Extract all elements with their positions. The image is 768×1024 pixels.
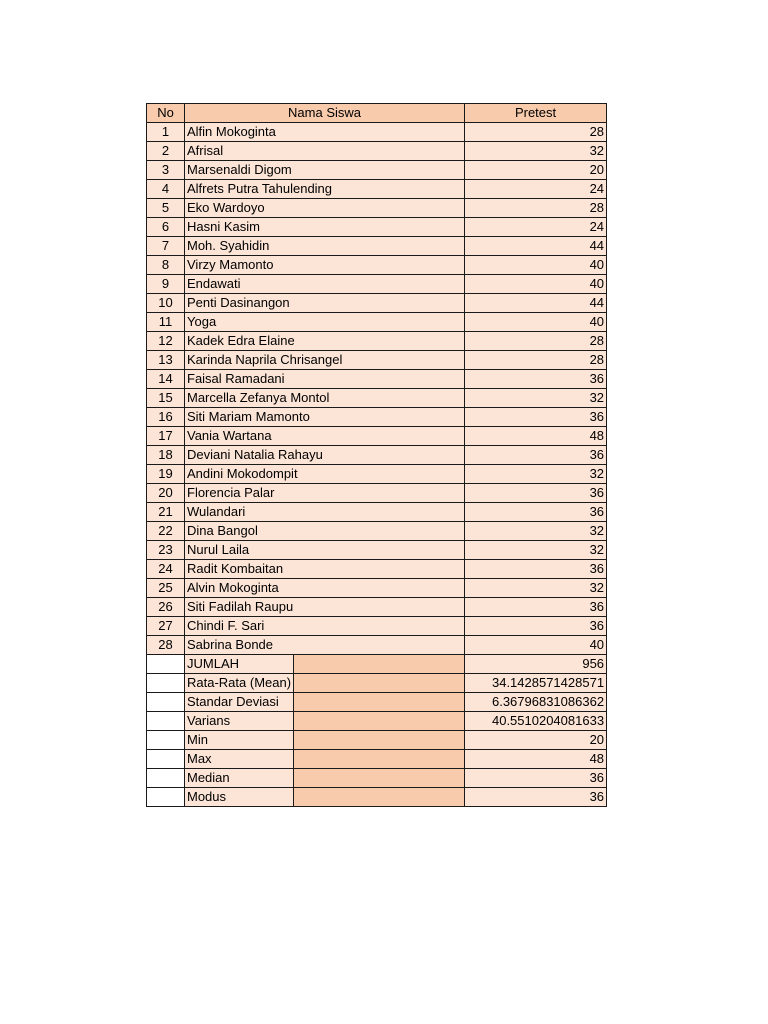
- student-name: Yoga: [185, 313, 465, 332]
- row-number: 26: [147, 598, 185, 617]
- table-row: [147, 598, 607, 617]
- row-number: 13: [147, 351, 185, 370]
- student-name: Marsenaldi Digom: [185, 161, 465, 180]
- summary-label-text: Median: [187, 770, 230, 785]
- summary-fill-cell: [294, 712, 465, 731]
- student-name: Endawati: [185, 275, 465, 294]
- summary-label: [185, 693, 294, 712]
- table-row: [147, 180, 607, 199]
- student-name: Sabrina Bonde: [185, 636, 465, 655]
- student-name: Deviani Natalia Rahayu: [185, 446, 465, 465]
- summary-row: [147, 655, 607, 674]
- summary-label-text: Modus: [187, 789, 227, 804]
- pretest-score: 36: [465, 370, 607, 389]
- summary-blank-cell: [147, 693, 185, 712]
- header-score: Pretest: [465, 104, 607, 123]
- summary-value: 34.1428571428571: [465, 674, 607, 693]
- student-name: Chindi F. Sari: [185, 617, 465, 636]
- summary-value: 36: [465, 769, 607, 788]
- row-number: 10: [147, 294, 185, 313]
- row-number: 1: [147, 123, 185, 142]
- summary-label-text: Min: [187, 732, 208, 747]
- summary-value: 40.5510204081633: [465, 712, 607, 731]
- student-name: Wulandari: [185, 503, 465, 522]
- table-row: [147, 161, 607, 180]
- student-name: Radit Kombaitan: [185, 560, 465, 579]
- summary-blank-cell: [147, 750, 185, 769]
- table-row: [147, 446, 607, 465]
- pretest-score: 32: [465, 522, 607, 541]
- student-name: Siti Fadilah Raupu: [185, 598, 465, 617]
- pretest-score: 28: [465, 351, 607, 370]
- table-row: [147, 256, 607, 275]
- row-number: 17: [147, 427, 185, 446]
- pretest-score: 36: [465, 617, 607, 636]
- pretest-score: 40: [465, 636, 607, 655]
- student-name: Nurul Laila: [185, 541, 465, 560]
- pretest-score: 48: [465, 427, 607, 446]
- row-number: 21: [147, 503, 185, 522]
- summary-row: [147, 750, 607, 769]
- summary-value: 6.36796831086362: [465, 693, 607, 712]
- student-name: Faisal Ramadani: [185, 370, 465, 389]
- row-number: 12: [147, 332, 185, 351]
- summary-row: [147, 712, 607, 731]
- pretest-score: 28: [465, 123, 607, 142]
- table-row: [147, 237, 607, 256]
- pretest-score: 20: [465, 161, 607, 180]
- pretest-score: 36: [465, 484, 607, 503]
- summary-fill-cell: [294, 655, 465, 674]
- pretest-score: 36: [465, 446, 607, 465]
- table-row: [147, 199, 607, 218]
- student-name: Marcella Zefanya Montol: [185, 389, 465, 408]
- summary-fill-cell: [294, 693, 465, 712]
- pretest-score: 40: [465, 313, 607, 332]
- summary-row: [147, 731, 607, 750]
- pretest-score: 44: [465, 294, 607, 313]
- table-row: [147, 370, 607, 389]
- row-number: 8: [147, 256, 185, 275]
- table-row: [147, 218, 607, 237]
- summary-label-text: Rata-Rata (Mean): [187, 675, 292, 690]
- student-name: Alfrets Putra Tahulending: [185, 180, 465, 199]
- summary-label-text: Varians: [187, 713, 231, 728]
- student-name: Andini Mokodompit: [185, 465, 465, 484]
- summary-fill-cell: [294, 731, 465, 750]
- row-number: 22: [147, 522, 185, 541]
- row-number: 4: [147, 180, 185, 199]
- summary-row: [147, 693, 607, 712]
- table-row: [147, 541, 607, 560]
- row-number: 24: [147, 560, 185, 579]
- student-name: Penti Dasinangon: [185, 294, 465, 313]
- row-number: 20: [147, 484, 185, 503]
- summary-label: [185, 731, 294, 750]
- header-name: Nama Siswa: [185, 104, 465, 123]
- student-name: Kadek Edra Elaine: [185, 332, 465, 351]
- summary-label: [185, 655, 294, 674]
- student-name: Moh. Syahidin: [185, 237, 465, 256]
- row-number: 25: [147, 579, 185, 598]
- summary-blank-cell: [147, 788, 185, 807]
- summary-label: [185, 674, 294, 693]
- row-number: 7: [147, 237, 185, 256]
- header-no: No: [147, 104, 185, 123]
- pretest-score: 44: [465, 237, 607, 256]
- student-name: Alfin Mokoginta: [185, 123, 465, 142]
- student-name: Virzy Mamonto: [185, 256, 465, 275]
- pretest-score: 36: [465, 503, 607, 522]
- student-name: Vania Wartana: [185, 427, 465, 446]
- table-row: [147, 617, 607, 636]
- row-number: 6: [147, 218, 185, 237]
- pretest-score: 24: [465, 180, 607, 199]
- student-name: Hasni Kasim: [185, 218, 465, 237]
- row-number: 3: [147, 161, 185, 180]
- table-row: [147, 408, 607, 427]
- summary-label: [185, 788, 294, 807]
- pretest-score: 36: [465, 598, 607, 617]
- row-number: 19: [147, 465, 185, 484]
- row-number: 11: [147, 313, 185, 332]
- pretest-table: [146, 103, 607, 807]
- row-number: 23: [147, 541, 185, 560]
- summary-fill-cell: [294, 788, 465, 807]
- table-row: [147, 142, 607, 161]
- pretest-score: 28: [465, 199, 607, 218]
- row-number: 16: [147, 408, 185, 427]
- row-number: 5: [147, 199, 185, 218]
- summary-value: 36: [465, 788, 607, 807]
- row-number: 9: [147, 275, 185, 294]
- pretest-score: 32: [465, 142, 607, 161]
- student-name: Alvin Mokoginta: [185, 579, 465, 598]
- summary-label: [185, 750, 294, 769]
- summary-row: [147, 788, 607, 807]
- pretest-score: 36: [465, 408, 607, 427]
- summary-blank-cell: [147, 655, 185, 674]
- pretest-score: 32: [465, 465, 607, 484]
- table-row: [147, 313, 607, 332]
- student-name: Dina Bangol: [185, 522, 465, 541]
- table-row: [147, 484, 607, 503]
- summary-blank-cell: [147, 712, 185, 731]
- summary-label-text: Standar Deviasi: [187, 694, 279, 709]
- student-name: Afrisal: [185, 142, 465, 161]
- summary-label-text: Max: [187, 751, 212, 766]
- row-number: 15: [147, 389, 185, 408]
- table-row: [147, 636, 607, 655]
- pretest-score: 36: [465, 560, 607, 579]
- summary-value: 48: [465, 750, 607, 769]
- summary-blank-cell: [147, 674, 185, 693]
- summary-value: 20: [465, 731, 607, 750]
- header-row: [147, 104, 607, 123]
- student-name: Siti Mariam Mamonto: [185, 408, 465, 427]
- summary-label: [185, 712, 294, 731]
- pretest-score: 32: [465, 541, 607, 560]
- summary-blank-cell: [147, 731, 185, 750]
- row-number: 27: [147, 617, 185, 636]
- table-row: [147, 560, 607, 579]
- pretest-score: 32: [465, 579, 607, 598]
- table-row: [147, 123, 607, 142]
- row-number: 18: [147, 446, 185, 465]
- table-row: [147, 332, 607, 351]
- table-row: [147, 427, 607, 446]
- pretest-score: 24: [465, 218, 607, 237]
- table-row: [147, 503, 607, 522]
- summary-fill-cell: [294, 674, 465, 693]
- row-number: 14: [147, 370, 185, 389]
- table-row: [147, 465, 607, 484]
- summary-label: [185, 769, 294, 788]
- summary-fill-cell: [294, 750, 465, 769]
- summary-label-text: JUMLAH: [187, 656, 240, 671]
- summary-row: [147, 674, 607, 693]
- pretest-score: 40: [465, 275, 607, 294]
- row-number: 2: [147, 142, 185, 161]
- table-row: [147, 522, 607, 541]
- pretest-score: 40: [465, 256, 607, 275]
- summary-blank-cell: [147, 769, 185, 788]
- student-name: Florencia Palar: [185, 484, 465, 503]
- pretest-score: 28: [465, 332, 607, 351]
- student-name: Karinda Naprila Chrisangel: [185, 351, 465, 370]
- row-number: 28: [147, 636, 185, 655]
- table-row: [147, 351, 607, 370]
- pretest-score: 32: [465, 389, 607, 408]
- table-row: [147, 275, 607, 294]
- table-row: [147, 579, 607, 598]
- table-row: [147, 389, 607, 408]
- table-row: [147, 294, 607, 313]
- summary-value: 956: [465, 655, 607, 674]
- summary-fill-cell: [294, 769, 465, 788]
- summary-row: [147, 769, 607, 788]
- student-name: Eko Wardoyo: [185, 199, 465, 218]
